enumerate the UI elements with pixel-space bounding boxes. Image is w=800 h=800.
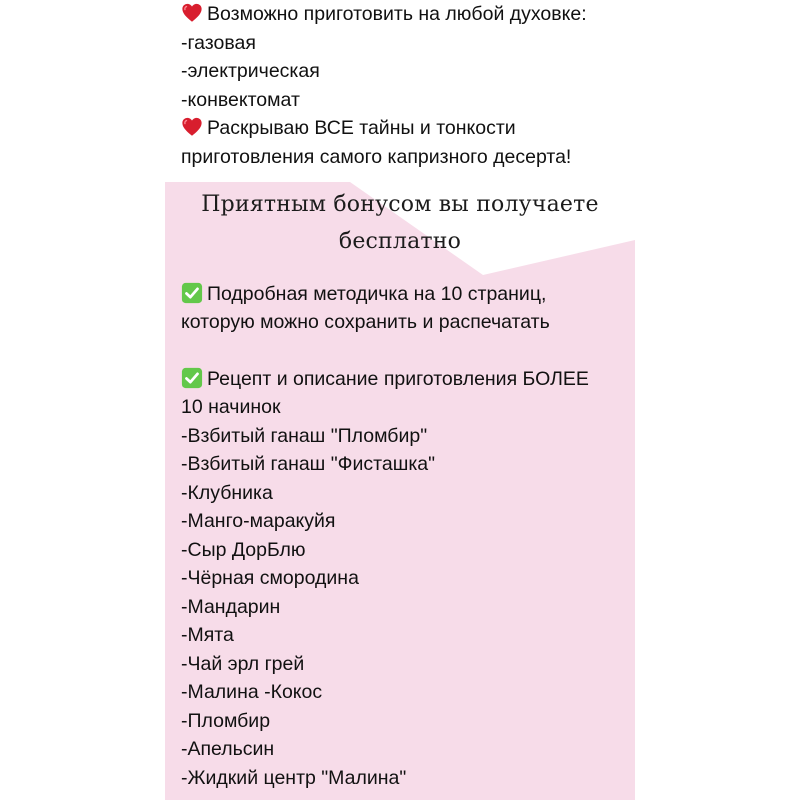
filling-item: -Сыр ДорБлю xyxy=(181,539,306,561)
oven-type-convection: -конвектомат xyxy=(181,89,300,111)
red-heart-icon xyxy=(181,2,203,24)
bonus-heading-line-2: бесплатно xyxy=(338,229,462,254)
bonus-item-2-text: Рецепт и описание приготовления БОЛЕЕ xyxy=(207,368,589,390)
green-check-icon xyxy=(181,282,203,304)
bonus-item-2 xyxy=(181,365,589,393)
filling-item: -Жидкий центр "Малина" xyxy=(181,767,407,789)
filling-item: -Пломбир xyxy=(181,710,271,732)
green-check-icon xyxy=(181,367,203,389)
secrets-line xyxy=(181,114,516,142)
filling-item: -Взбитый ганаш "Пломбир" xyxy=(181,425,428,447)
filling-item: -Клубника xyxy=(181,482,273,504)
filling-item: -Апельсин xyxy=(181,738,275,760)
secrets-line-text: Раскрываю ВСЕ тайны и тонкости xyxy=(207,117,516,139)
oven-line-text: Возможно приготовить на любой духовке: xyxy=(207,3,587,25)
oven-line xyxy=(181,0,587,28)
bonus-item-2-line-2: 10 начинок xyxy=(181,396,281,418)
red-heart-icon xyxy=(181,116,203,138)
filling-item: -Взбитый ганаш "Фисташка" xyxy=(181,453,436,475)
filling-item: -Малина -Кокос xyxy=(181,681,323,703)
oven-type-gas: -газовая xyxy=(181,32,256,54)
filling-item: -Мандарин xyxy=(181,596,281,618)
bonus-item-1-line-2: которую можно сохранить и распечатать xyxy=(181,311,550,333)
filling-item: -Чёрная смородина xyxy=(181,567,359,589)
filling-item: -Чай эрл грей xyxy=(181,653,305,675)
bonus-item-1 xyxy=(181,280,546,308)
filling-item: -Манго-маракуйя xyxy=(181,510,336,532)
bonus-heading-line-1: Приятным бонусом вы получаете xyxy=(201,192,599,217)
oven-type-electric: -электрическая xyxy=(181,60,320,82)
bonus-item-1-text: Подробная методичка на 10 страниц, xyxy=(207,283,547,305)
story-card xyxy=(165,0,635,800)
filling-item: -Мята xyxy=(181,624,234,646)
secrets-line-2: приготовления самого капризного десерта! xyxy=(181,146,572,168)
story-text xyxy=(165,0,635,800)
